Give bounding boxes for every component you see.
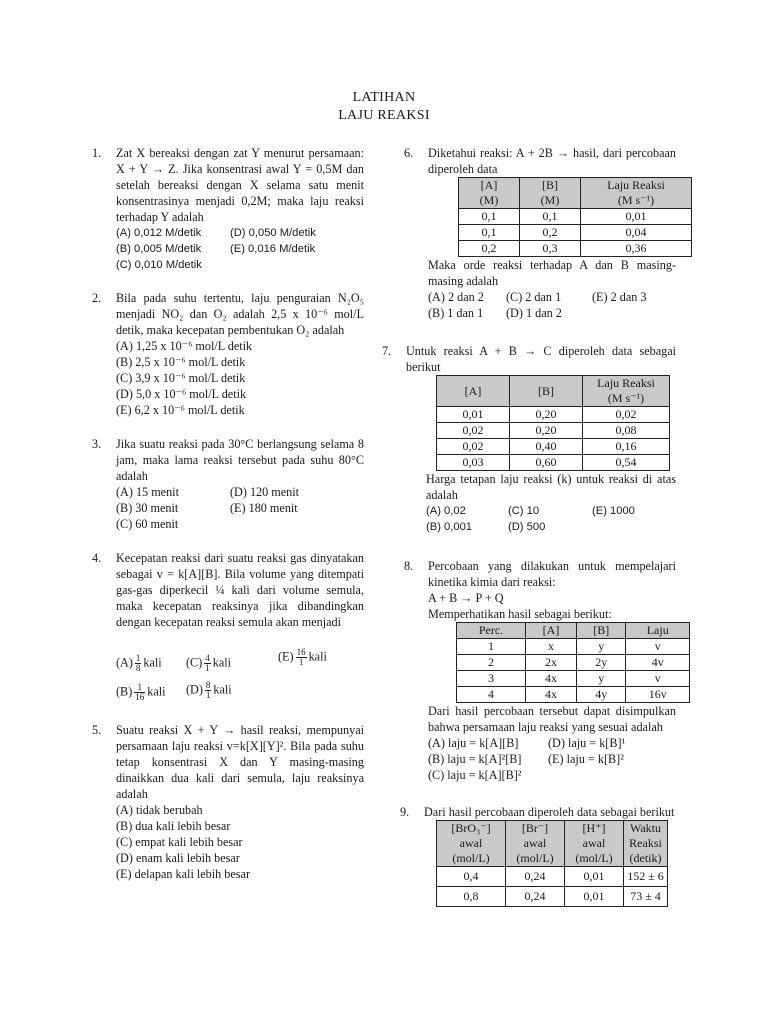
table-header: [B] [510,376,583,407]
table-cell: 0,8 [437,887,506,907]
table-header [624,821,668,867]
table-cell: 152 ± 6 [624,867,668,887]
table-row [459,225,692,241]
fraction-numerator: 1 [134,683,145,693]
table-row [437,867,668,887]
fraction [205,681,212,700]
header-line: (M) [479,193,499,207]
table-header: Laju [626,623,690,639]
option-a[interactable]: (A) 1,25 x 10⁻⁶ mol/L detik [116,339,253,353]
table-header-row [459,178,692,209]
table-row [457,655,690,671]
option-suffix: kali [143,655,162,670]
table-cell: 0,24 [506,887,565,907]
table-header [565,821,624,867]
question-number: 1. [92,146,102,160]
fraction-numerator: 1 [135,653,141,663]
table-header-row [437,821,668,867]
reaction-equation: A + B → P + Q [428,591,504,605]
question-4 [92,550,364,710]
table-row [459,209,692,225]
option-a[interactable]: (A) 15 menit [116,485,179,499]
option-e[interactable]: (E) delapan kali lebih besar [116,867,251,881]
header-line: [Br⁻] [521,821,549,835]
data-table [436,375,670,471]
table-cell: 0,02 [437,423,510,439]
table-header [506,821,565,867]
table-row [457,639,690,655]
option-d[interactable]: (D) 1 dan 2 [506,306,562,320]
fraction-denominator: 8 [135,663,141,673]
question-number: 5. [92,723,102,737]
option-c[interactable]: (C) 10 [508,505,540,517]
header-line: (mol/L) [575,851,613,865]
option-a[interactable]: (A) laju = k[A][B] [428,736,519,750]
option-d[interactable]: (D) 5,0 x 10⁻⁶ mol/L detik [116,387,247,401]
header-line: Laju Reaksi [607,178,665,192]
option-d[interactable] [186,681,232,700]
option-a[interactable]: (A) 0,012 M/detik [116,227,202,239]
table-header: Perc. [457,623,526,639]
fraction-denominator: 1 [205,663,210,673]
table-header [581,178,692,209]
table-header [583,376,670,407]
question-text: Dari hasil percobaan diperoleh data sebagai berikut [424,805,675,819]
question-number: 3. [92,437,102,451]
option-d[interactable]: (D) 0,050 M/detik [230,227,316,239]
fraction-denominator: 16 [135,692,145,702]
question-number: 4. [92,551,102,565]
table-cell: 0,16 [583,439,670,455]
table-cell: v [626,671,690,687]
table-row [437,423,670,439]
question-text: Kecepatan reaksi dari suatu reaksi gas dinyatakan sebagai v = k[A][B]. Bila volume yang ditempati gas-gas diperkecil ¼ kali dari volume semula, maka kecepatan reaksinya jika dibandingkan dengan kecepatan reaksi semula akan menjadi [116,551,364,629]
option-c[interactable]: (C) 0,010 M/detik [116,259,202,271]
table-cell: 0,20 [510,407,583,423]
option-suffix: kali [212,655,232,670]
question-text: Suatu reaksi X + Y → hasil reaksi, mempunyai persamaan laju reaksi v=k[X][Y]². Bila pada suhu tetap konsentrasi X dan Y masing-masing dinaikkan dua kali dari semula, laju reaksinya adalah [116,723,364,801]
option-e[interactable]: (E) 0,016 M/detik [230,243,316,255]
option-d[interactable]: (D) 120 menit [230,485,300,499]
table-cell: v [626,639,690,655]
table-cell: 0,36 [581,241,692,257]
question-text: Untuk reaksi A + B → C diperoleh data sebagai berikut [406,344,676,374]
fraction [135,654,142,673]
fraction-numerator: 4 [205,653,210,663]
table-cell: 0,20 [510,423,583,439]
option-c[interactable]: (C) 60 menit [116,517,179,531]
table-header: [B] [577,623,626,639]
data-table [456,622,690,703]
table-header-row [437,376,670,407]
table-cell: 0,01 [437,407,510,423]
fraction-numerator: 8 [205,680,211,690]
question-text: Bila pada suhu tertentu, laju penguraian N₂O₅ menjadi NO₂ dan O₂ adalah 2,5 x 10⁻⁶ mol/L detik, maka kecepatan pembentukan O₂ adalah [116,291,364,337]
table-cell: 1 [457,639,526,655]
question-text: Jika suatu reaksi pada 30°C berlangsung selama 8 jam, maka lama reaksi tersebut pada suhu 80°C adalah [116,437,364,483]
question-number: 7. [382,344,392,358]
data-table [458,177,692,257]
table-cell: 0,40 [510,439,583,455]
option-b[interactable]: (B) 0,001 [426,521,473,533]
table-cell: 0,54 [583,455,670,471]
question-followup: Maka orde reaksi terhadap A dan B masing-masing adalah [428,258,676,288]
question-text: Zat X bereaksi dengan zat Y menurut persamaan: X + Y → Z. Jika konsentrasi awal Y = 0,5M dan setelah bereaksi dengan X selama satu menit konsentrasinya menjadi 0,2M; maka laju reaksi terhadap Y adalah [116,146,364,224]
option-b[interactable]: (B) 2,5 x 10⁻⁶ mol/L detik [116,355,246,369]
option-d[interactable]: (D) laju = k[B]¹ [548,736,626,750]
header-line: awal [459,836,483,850]
table-header: [A] [526,623,577,639]
option-suffix: kali [213,682,232,697]
table-cell: 0,4 [437,867,506,887]
table-cell: 2x [526,655,577,671]
table-cell: x [526,639,577,655]
header-line: awal [582,836,606,850]
question-text: Percobaan yang dilakukan untuk mempelajari kinetika kimia dari reaksi: [428,559,676,589]
table-cell: 0,2 [520,225,581,241]
option-a[interactable]: (A) 0,02 [426,505,466,517]
question-number: 8. [404,559,414,573]
page-title: LATIHAN [352,90,416,105]
header-line: Waktu [629,821,662,835]
table-lead: Memperhatikan hasil sebagai berikut: [428,607,612,621]
table-cell: 0,04 [581,225,692,241]
option-a[interactable]: (A) tidak berubah [116,803,203,817]
header-line: (detik) [629,851,662,865]
table-cell: 0,24 [506,867,565,887]
header-line: (mol/L) [516,851,554,865]
header-line: Reaksi [629,836,662,850]
table-row [437,887,668,907]
header-line: (M s⁻¹) [607,391,645,405]
option-e[interactable]: (E) 6,2 x 10⁻⁶ mol/L detik [116,403,245,417]
fraction-denominator: 1 [205,690,211,700]
header-line: awal [523,836,547,850]
question-text: Diketahui reaksi: A + 2B → hasil, dari percobaan diperoleh data [428,146,676,176]
table-cell: 4v [626,655,690,671]
table-row [437,439,670,455]
table-cell: 0,1 [520,209,581,225]
fraction-denominator: 1 [298,657,304,667]
table-row [437,455,670,471]
option-label: (E) [278,649,294,664]
table-cell: y [577,671,626,687]
header-line: (mol/L) [452,851,490,865]
option-e[interactable] [278,648,327,667]
option-e[interactable]: (E) laju = k[B]² [548,752,624,766]
fraction [134,683,145,702]
table-cell: 0,02 [583,407,670,423]
table-cell: 0,2 [459,241,520,257]
table-cell: 16v [626,687,690,703]
question-followup: Harga tetapan laju reaksi (k) untuk reaksi di atas adalah [426,472,676,502]
table-cell: 73 ± 4 [624,887,668,907]
option-suffix: kali [308,649,327,664]
option-label: (C) [186,655,203,670]
option-c[interactable]: (C) laju = k[A][B]² [428,768,522,782]
table-header [459,178,520,209]
table-row [437,407,670,423]
table-cell: 2y [577,655,626,671]
table-cell: 2 [457,655,526,671]
question-number: 2. [92,291,102,305]
option-b[interactable] [116,683,166,702]
header-line: [B] [542,178,558,192]
fraction [204,654,211,673]
question-number: 6. [404,146,414,160]
table-header: [A] [437,376,510,407]
fraction [296,648,307,667]
table-cell: 4x [526,687,577,703]
data-table [436,820,668,907]
table-cell: 0,01 [581,209,692,225]
option-label: (B) [116,684,133,699]
option-a[interactable]: (A) 2 dan 2 [428,290,484,304]
table-cell: 4y [577,687,626,703]
option-b[interactable]: (B) 0,005 M/detik [116,243,202,255]
option-c[interactable]: (C) 2 dan 1 [506,290,562,304]
option-suffix: kali [147,684,166,699]
question-number: 9. [400,805,410,819]
header-line: [BrO₃⁻] [451,821,491,835]
table-cell: 0,01 [565,887,624,907]
option-b[interactable]: (B) laju = k[A]²[B] [428,752,522,766]
option-d[interactable]: (D) enam kali lebih besar [116,851,240,865]
table-header [437,821,506,867]
option-c[interactable]: (C) empat kali lebih besar [116,835,243,849]
option-a[interactable] [116,654,162,673]
table-cell: 4 [457,687,526,703]
table-cell: 0,08 [583,423,670,439]
header-line: (M s⁻¹) [617,193,655,207]
option-label: (A) [116,655,133,670]
option-label: (D) [186,682,203,697]
table-row [457,687,690,703]
option-e[interactable]: (E) 2 dan 3 [592,290,647,304]
option-e[interactable]: (E) 180 menit [230,501,298,515]
table-cell: 0,1 [459,225,520,241]
header-line: Laju Reaksi [597,376,655,390]
question-followup: Dari hasil percobaan tersebut dapat disimpulkan bahwa persamaan laju reaksi yang sesuai adalah [428,704,676,734]
header-line: (M) [540,193,560,207]
page-subtitle: LAJU REAKSI [338,108,430,123]
header-line: [H⁺] [582,821,606,835]
option-b[interactable]: (B) dua kali lebih besar [116,819,231,833]
table-cell: 0,02 [437,439,510,455]
table-cell: 0,03 [437,455,510,471]
table-row [459,241,692,257]
table-cell: 0,60 [510,455,583,471]
table-header-row [457,623,690,639]
option-c[interactable]: (C) 3,9 x 10⁻⁶ mol/L detik [116,371,246,385]
option-c[interactable] [186,654,231,673]
table-cell: 0,01 [565,867,624,887]
table-cell: 3 [457,671,526,687]
option-b[interactable]: (B) 30 menit [116,501,179,515]
header-line: [A] [480,178,498,192]
table-cell: 0,1 [459,209,520,225]
option-b[interactable]: (B) 1 dan 1 [428,306,484,320]
option-d[interactable]: (D) 500 [508,521,546,533]
table-cell: 0,3 [520,241,581,257]
table-row [457,671,690,687]
table-header [520,178,581,209]
table-cell: 4x [526,671,577,687]
option-e[interactable]: (E) 1000 [592,505,635,517]
fraction-numerator: 16 [296,647,306,657]
table-cell: y [577,639,626,655]
